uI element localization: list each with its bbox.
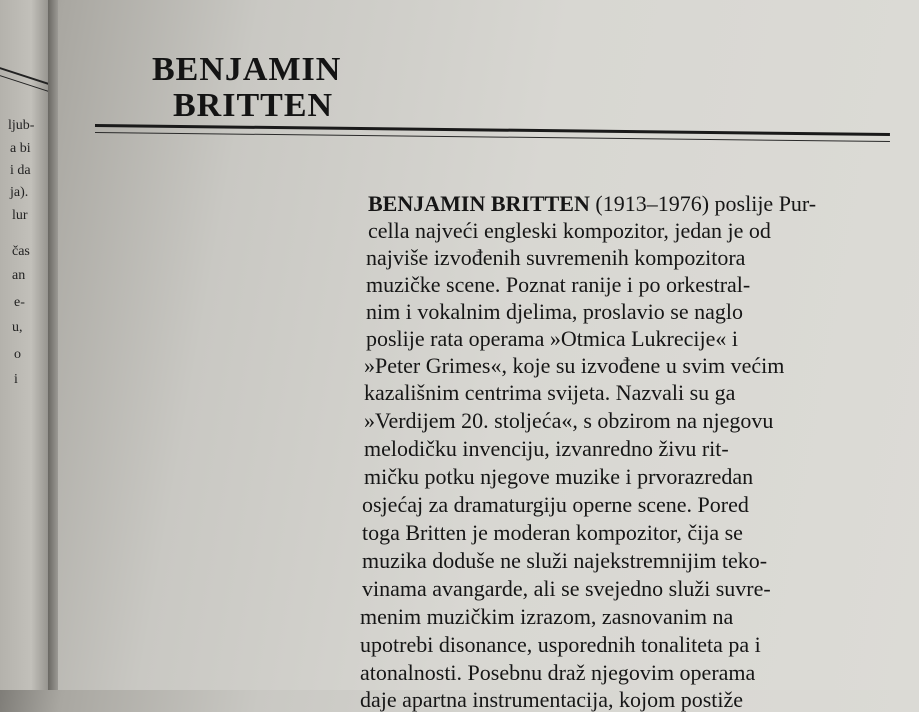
body-line: muzičke scene. Poznat ranije i po orkestral- xyxy=(366,272,751,297)
body-line: melodičku invenciju, izvanredno živu rit- xyxy=(364,436,729,461)
body-line: atonalnosti. Posebnu draž njegovim operama xyxy=(360,660,756,685)
left-page-fragment: ja). xyxy=(10,185,29,200)
left-page-fragment: i xyxy=(14,372,18,387)
body-line: toga Britten je moderan kompozitor, čija se xyxy=(362,520,743,545)
body-line: vinama avangarde, ali se svejedno služi suvre- xyxy=(362,576,771,601)
body-line: muzika doduše ne služi najekstremnijim teko- xyxy=(362,548,768,573)
body-line-text: (1913–1976) poslije Pur- xyxy=(589,191,817,216)
body-line: osjećaj za dramaturgiju operne scene. Pored xyxy=(362,492,749,517)
lead-name: BENJAMIN BRITTEN xyxy=(368,191,590,216)
page-title-line-2: BRITTEN xyxy=(173,87,334,124)
body-line: najviše izvođenih suvremenih kompozitora xyxy=(366,245,746,270)
left-page-fragment: čas xyxy=(12,244,30,259)
left-page-fragment: a bi xyxy=(10,141,31,156)
body-line: »Verdijem 20. stoljeća«, s obzirom na njegovu xyxy=(364,408,774,433)
left-page-rule xyxy=(0,61,49,85)
body-line: poslije rata operama »Otmica Lukrecije« i xyxy=(366,326,739,351)
body-line: »Peter Grimes«, koje su izvođene u svim većim xyxy=(364,353,785,378)
left-page-edge xyxy=(0,0,52,690)
left-page-fragment: u, xyxy=(12,320,23,335)
body-line xyxy=(368,192,816,216)
left-page-fragment: o xyxy=(14,347,21,362)
left-page-fragment: e- xyxy=(14,295,25,310)
left-page-fragment: an xyxy=(12,268,26,283)
body-line: kazališnim centrima svijeta. Nazvali su ga xyxy=(364,380,736,405)
book-gutter xyxy=(48,0,58,690)
body-line: cella najveći engleski kompozitor, jedan je od xyxy=(368,218,771,243)
page-title-line-1: BENJAMIN xyxy=(152,51,342,88)
left-page-fragment: ljub- xyxy=(8,118,35,133)
body-line: upotrebi disonance, usporednih tonaliteta pa i xyxy=(360,632,761,657)
body-line: nim i vokalnim djelima, proslavio se naglo xyxy=(366,299,743,324)
body-line: mičku potku njegove muzike i prvorazredan xyxy=(364,464,754,489)
body-line: menim muzičkim izrazom, zasnovanim na xyxy=(360,604,734,629)
left-page-fragment: lur xyxy=(12,208,28,223)
body-line: daje apartna instrumentacija, kojom postiže xyxy=(360,687,744,712)
left-page-fragment: i da xyxy=(10,163,31,178)
